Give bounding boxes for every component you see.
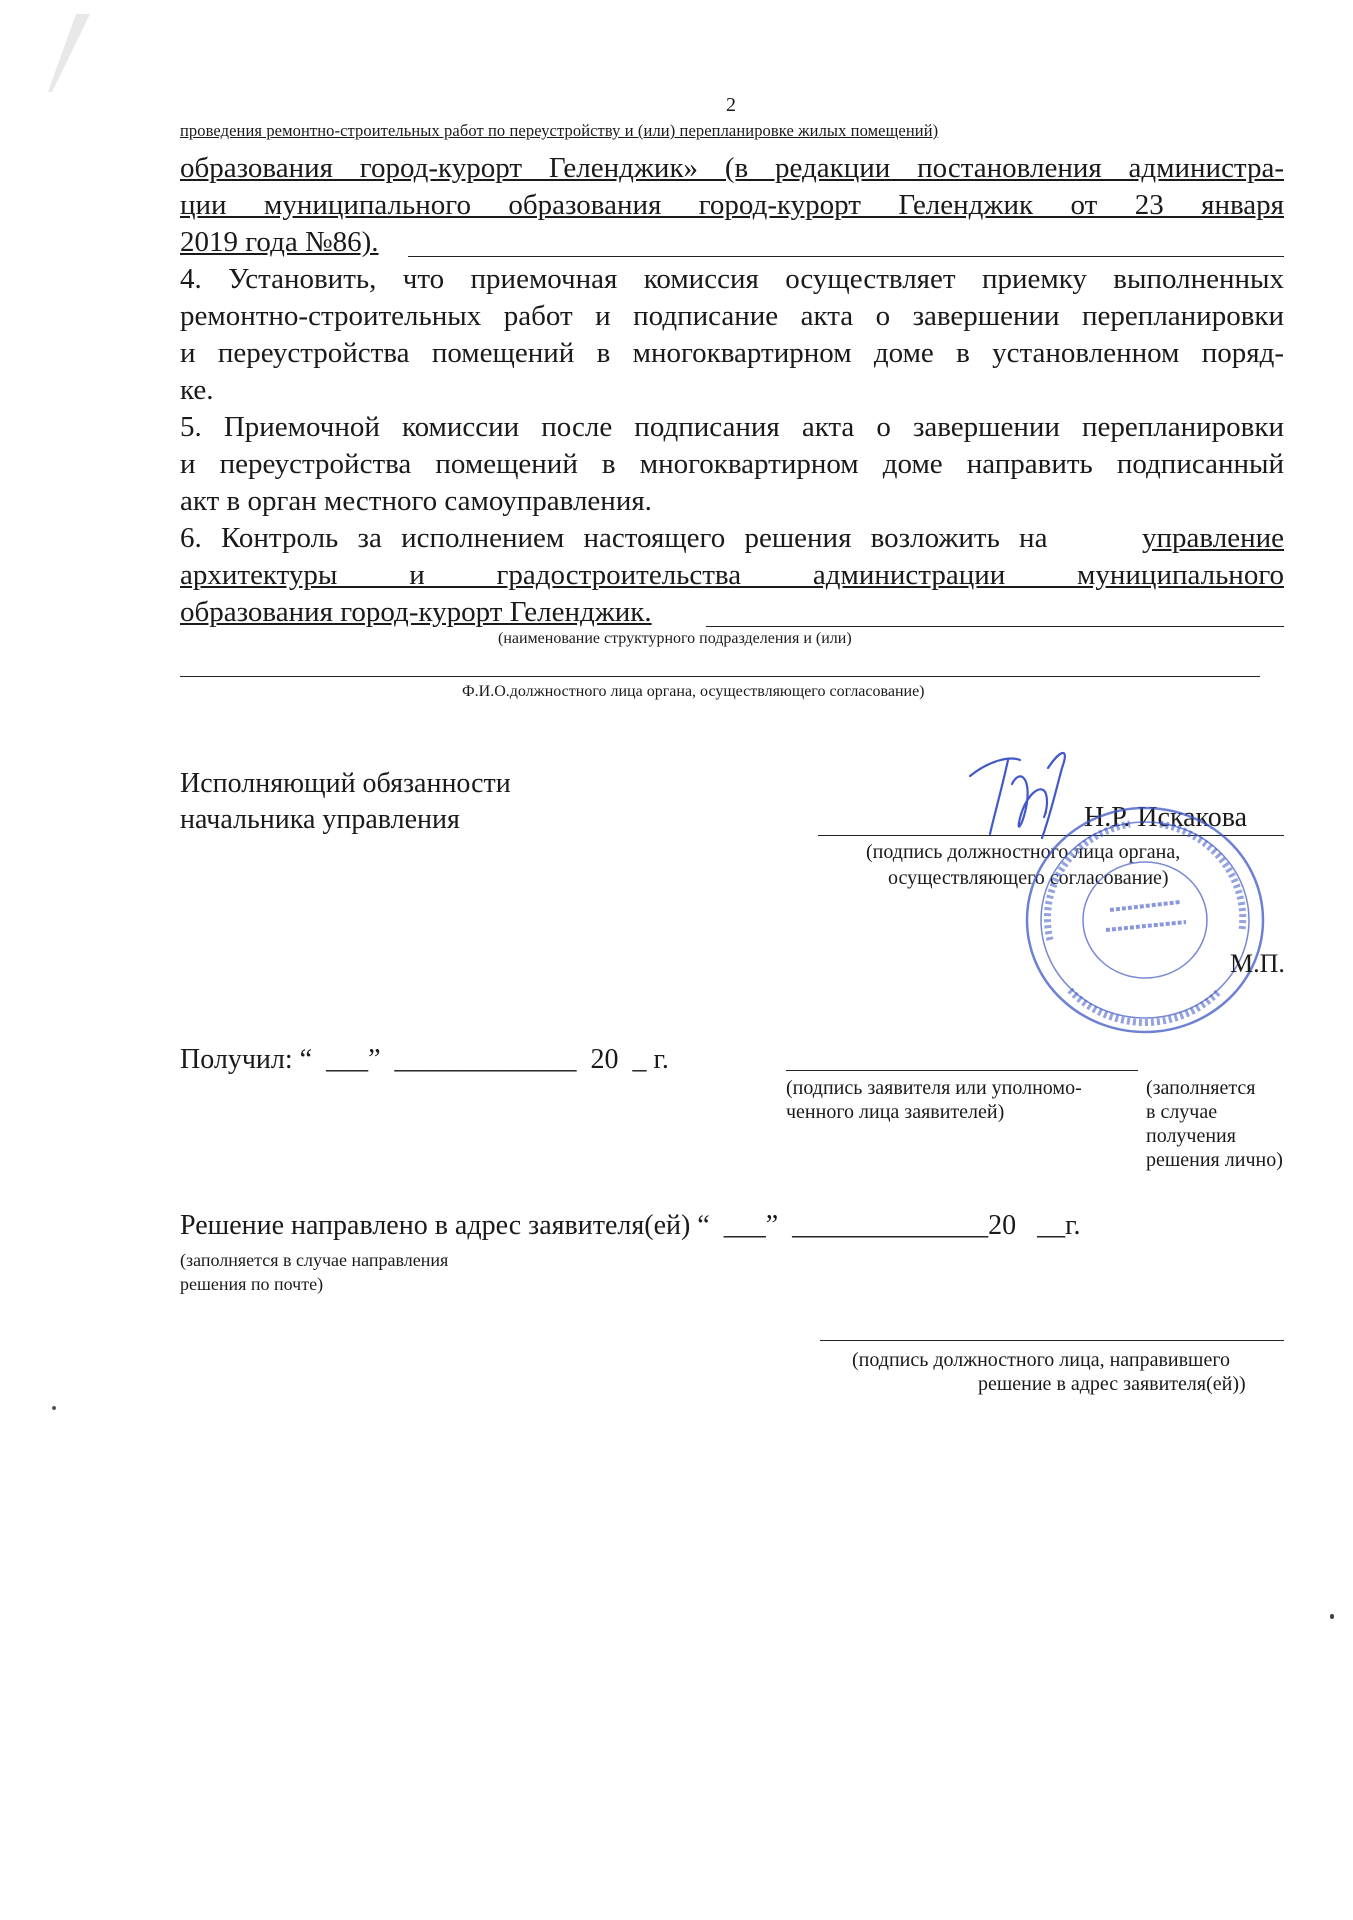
caption-official: Ф.И.О.должностного лица органа, осуществляющего согласование) (462, 683, 925, 700)
sent-line: Решение направлено в адрес заявителя(ей) “ ___” ______________20 __г. (180, 1210, 1081, 1241)
body-line-11 (180, 520, 1284, 556)
received-caption-right-4: решения лично) (1146, 1149, 1283, 1171)
scan-corner-mark (32, 14, 92, 94)
sent-caption-line2: решения по почте) (180, 1274, 324, 1294)
body-line-13: образования город-курорт Геленджик. (180, 596, 652, 628)
received-signature-line (786, 1070, 1138, 1071)
scan-speck (1330, 1614, 1334, 1619)
received-line: Получил: “ ___” _____________ 20 _ г. (180, 1044, 669, 1075)
signer-position-line2: начальника управления (180, 804, 460, 835)
signer-name: Н.Р. Искакова (1084, 802, 1248, 833)
fill-line-2 (706, 626, 1284, 627)
received-caption-left-line1: (подпись заявителя или уполномо- (786, 1077, 1082, 1099)
sender-caption-line1: (подпись должностного лица, направившего (852, 1349, 1231, 1371)
body-line-9: и переустройства помещений в многоквартирном доме направить подписанный (180, 448, 1284, 480)
body-line-4: 4. Установить, что приемочная комиссия осуществляет приемку выполненных (180, 263, 1284, 295)
header-continuation: проведения ремонтно-строительных работ по переустройству и (или) перепланировке жилых помещений) (180, 121, 939, 140)
received-caption-right-3: получения (1146, 1125, 1236, 1147)
body-line-5: ремонтно-строительных работ и подписание акта о завершении перепланировки (180, 300, 1284, 332)
body-line-7: ке. (180, 374, 214, 406)
body-line-11-text: 6. Контроль за исполнением настоящего решения возложить на (180, 522, 1048, 554)
sender-signature-line (820, 1340, 1284, 1341)
body-line-3: 2019 года №86). (180, 226, 379, 258)
signature-caption-line2: осуществляющего согласование) (888, 867, 1169, 889)
body-line-12: архитектуры и градостроительства администрации муниципального (180, 559, 1284, 591)
received-caption-left-line2: ченного лица заявителей) (786, 1101, 1005, 1123)
body-line-6: и переустройства помещений в многоквартирном доме в установленном поряд- (180, 337, 1284, 369)
body-line-2: ции муниципального образования город-курорт Геленджик от 23 января (180, 189, 1284, 221)
received-caption-right-1: (заполняется (1146, 1077, 1256, 1099)
scan-speck (52, 1406, 56, 1410)
fill-line-1 (408, 256, 1284, 257)
page-number: 2 (726, 94, 736, 116)
body-line-1: образования город-курорт Геленджик» (в редакции постановления администра- (180, 152, 1284, 184)
body-line-11-underlined: управление (1142, 522, 1284, 554)
sender-caption-line2: решение в адрес заявителя(ей)) (978, 1373, 1246, 1395)
body-line-10: акт в орган местного самоуправления. (180, 485, 652, 517)
official-name-line (180, 676, 1260, 677)
received-caption-right-2: в случае (1146, 1101, 1218, 1123)
caption-subdivision: (наименование структурного подразделения и (или) (498, 630, 852, 647)
body-line-8: 5. Приемочной комиссии после подписания акта о завершении перепланировки (180, 411, 1284, 443)
seal-label: М.П. (1230, 949, 1285, 978)
official-seal-stamp (1010, 790, 1280, 1050)
signer-position-line1: Исполняющий обязанности (180, 768, 511, 799)
signature-caption-line1: (подпись должностного лица органа, (866, 841, 1181, 863)
sent-caption-line1: (заполняется в случае направления (180, 1250, 449, 1270)
